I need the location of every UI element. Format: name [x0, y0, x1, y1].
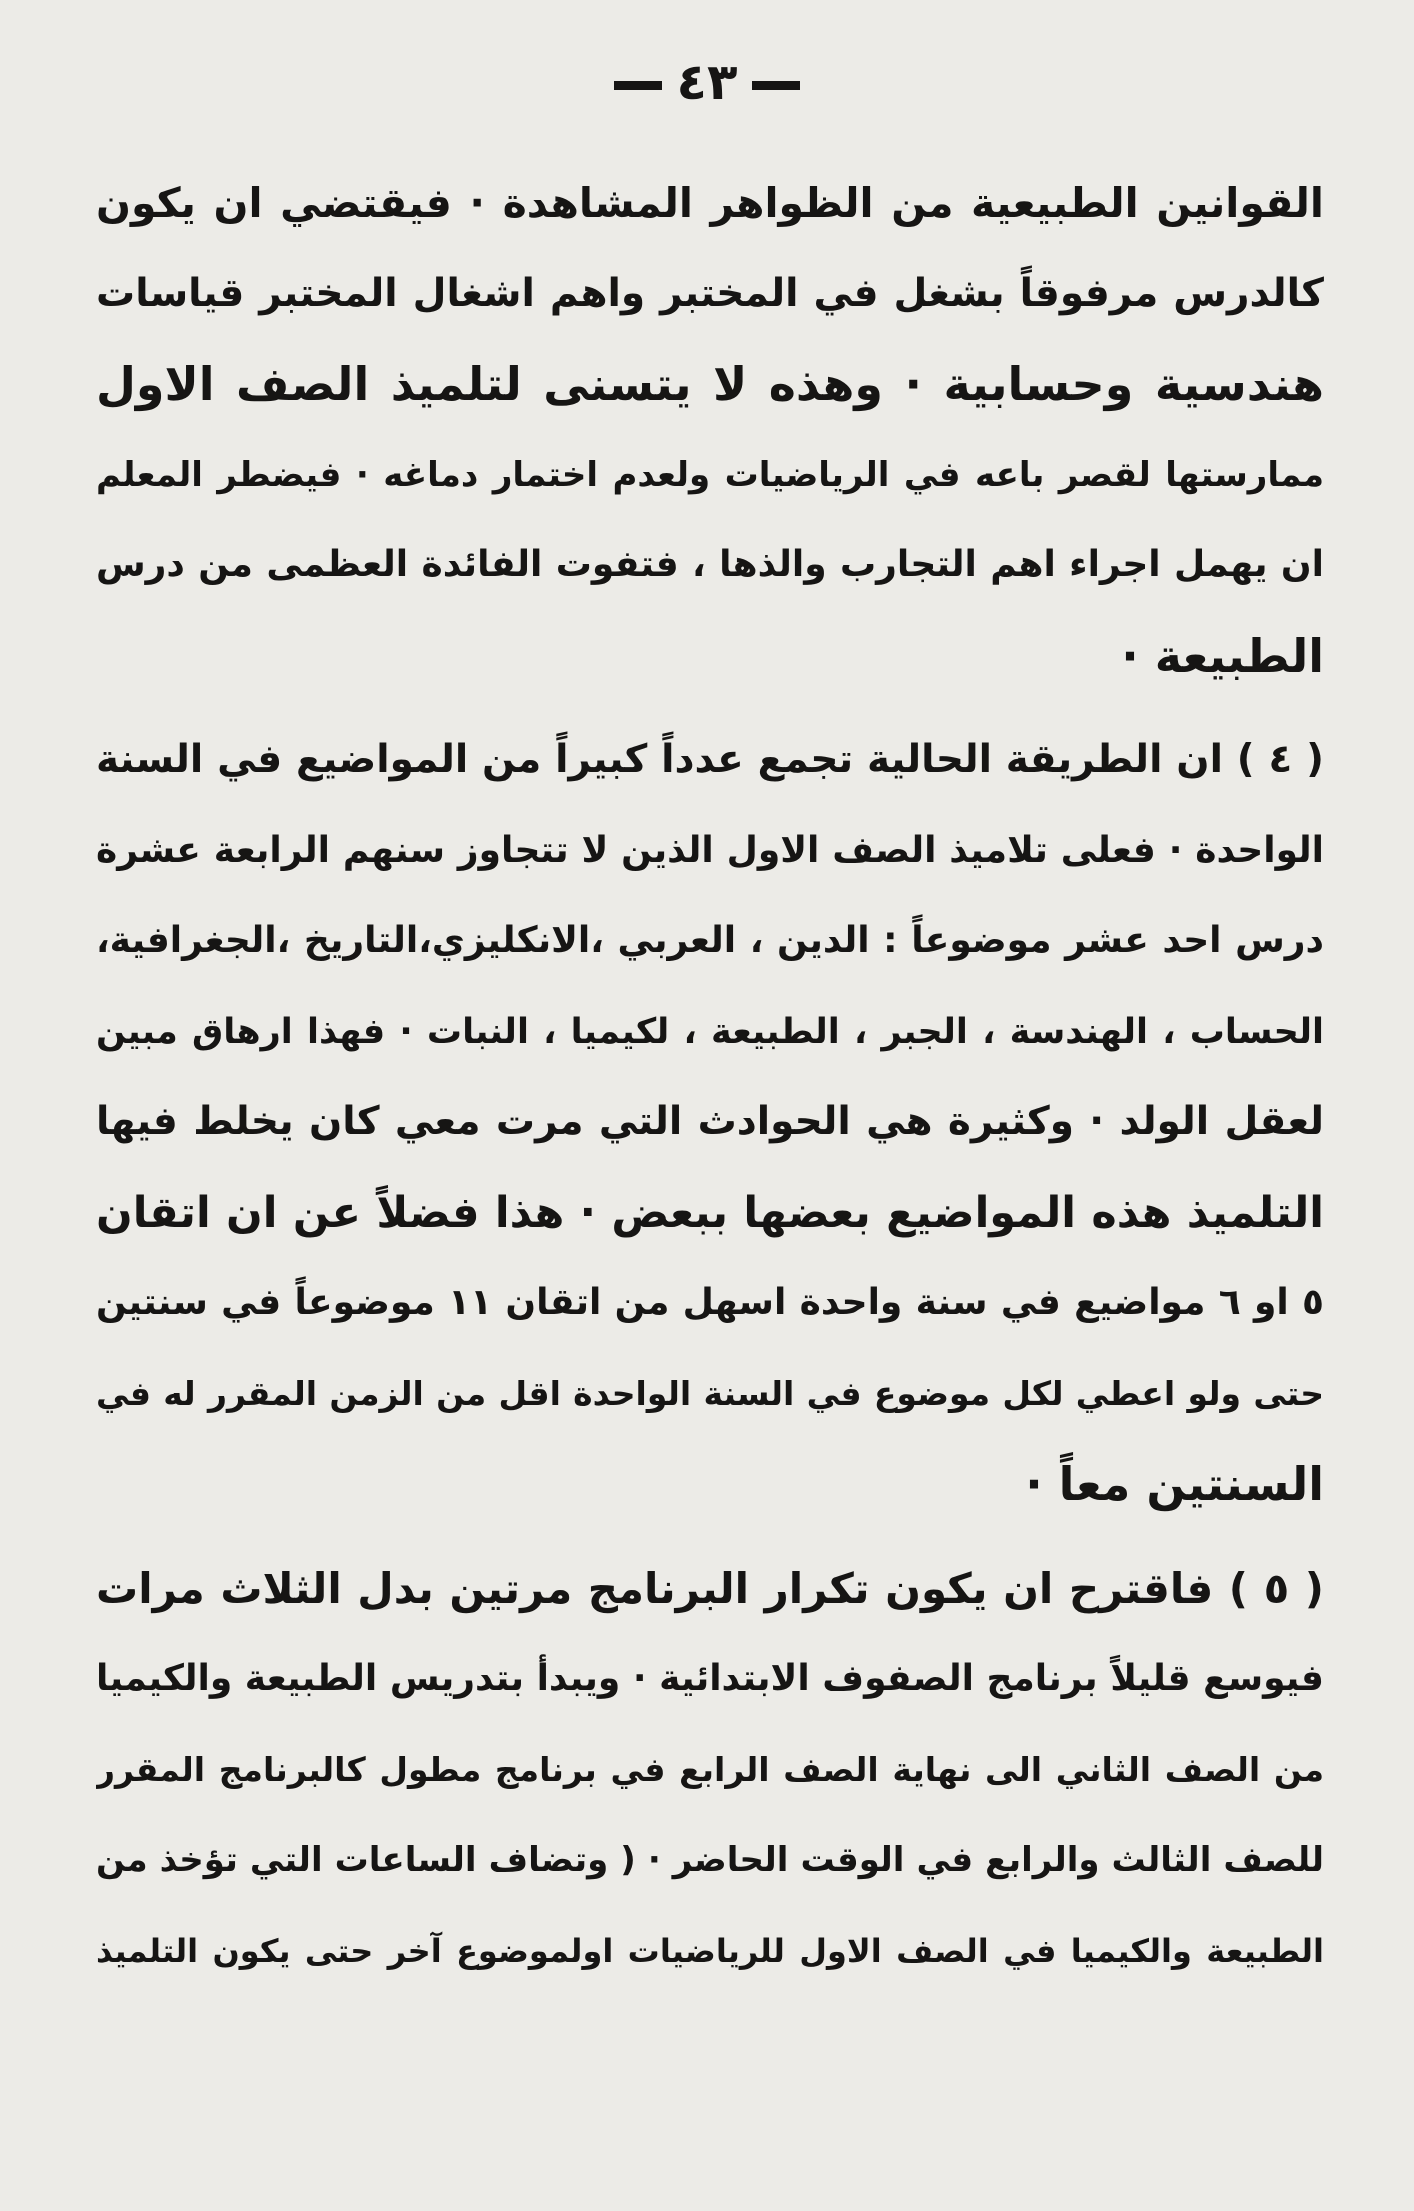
- text-line: للصف الثالث والرابع في الوقت الحاضر · ( وتضاف الساعات التي تؤخذ من: [96, 1840, 1324, 1880]
- text-line: الواحدة · فعلى تلاميذ الصف الاول الذين لا تتجاوز سنهم الرابعة عشرة: [96, 829, 1324, 871]
- text-line: الطبيعة والكيميا في الصف الاول للرياضيات اولموضوع آخر حتى يكون التلميذ: [96, 1931, 1324, 1970]
- paragraph-gap: [96, 701, 1324, 715]
- text-line: التلميذ هذه المواضيع بعضها ببعض · هذا فضلاً عن ان اتقان: [96, 1187, 1324, 1238]
- text-line: درس احد عشر موضوعاً : الدين ، العربي ،الانكليزي،التاريخ ،الجغرافية،: [96, 920, 1324, 961]
- text-line: ممارستها لقصر باعه في الرياضيات ولعدم اختمار دماغه · فيضطر المعلم: [96, 454, 1324, 495]
- page-number: [0, 52, 1414, 112]
- text-line: لعقل الولد · وكثيرة هي الحوادث التي مرت معي كان يخلط فيها: [96, 1099, 1324, 1144]
- text-line: الطبيعة ·: [1121, 628, 1324, 683]
- text-line: ( ٤ ) ان الطريقة الحالية تجمع عدداً كبيراً من المواضيع في السنة: [96, 737, 1324, 782]
- text-line: القوانين الطبيعية من الظواهر المشاهدة · فيقتضي ان يكون: [96, 179, 1324, 227]
- text-line: فيوسع قليلاً برنامج الصفوف الابتدائية · ويبدأ بتدريس الطبيعة والكيميا: [96, 1658, 1324, 1699]
- text-line: الحساب ، الهندسة ، الجبر ، الطبيعة ، لكيميا ، النبات · فهذا ارهاق مبين: [96, 1011, 1324, 1052]
- paragraph-1: [96, 158, 1324, 701]
- paragraph-3: [96, 1544, 1324, 1997]
- page-number-right-dash: [752, 81, 800, 90]
- text-line: ٥ او ٦ مواضيع في سنة واحدة اسهل من اتقان ١١ موضوعاً في سنتين: [96, 1282, 1324, 1323]
- body-text: [96, 158, 1324, 1996]
- page-number-left-dash: [614, 81, 662, 90]
- text-line: ان يهمل اجراء اهم التجارب والذها ، فتفوت الفائدة العظمى من درس: [96, 544, 1324, 585]
- text-line: حتى ولو اعطي لكل موضوع في السنة الواحدة اقل من الزمن المقرر له في: [96, 1373, 1324, 1413]
- text-line: ( ٥ ) فاقترح ان يكون تكرار البرنامج مرتين بدل الثلاث مرات: [96, 1563, 1324, 1613]
- text-line: كالدرس مرفوقاً بشغل في المختبر واهم اشغال المختبر قياسات: [96, 270, 1324, 316]
- text-line: هندسية وحسابية · وهذه لا يتسنى لتلميذ الصف الاول: [96, 357, 1324, 411]
- page-number-value: ٤٣: [676, 53, 738, 111]
- text-line: من الصف الثاني الى نهاية الصف الرابع في برنامج مطول كالبرنامج المقرر: [96, 1749, 1324, 1789]
- paragraph-gap: [96, 1530, 1324, 1544]
- paragraph-2: [96, 715, 1324, 1530]
- text-line: السنتين معاً ·: [1025, 1457, 1324, 1511]
